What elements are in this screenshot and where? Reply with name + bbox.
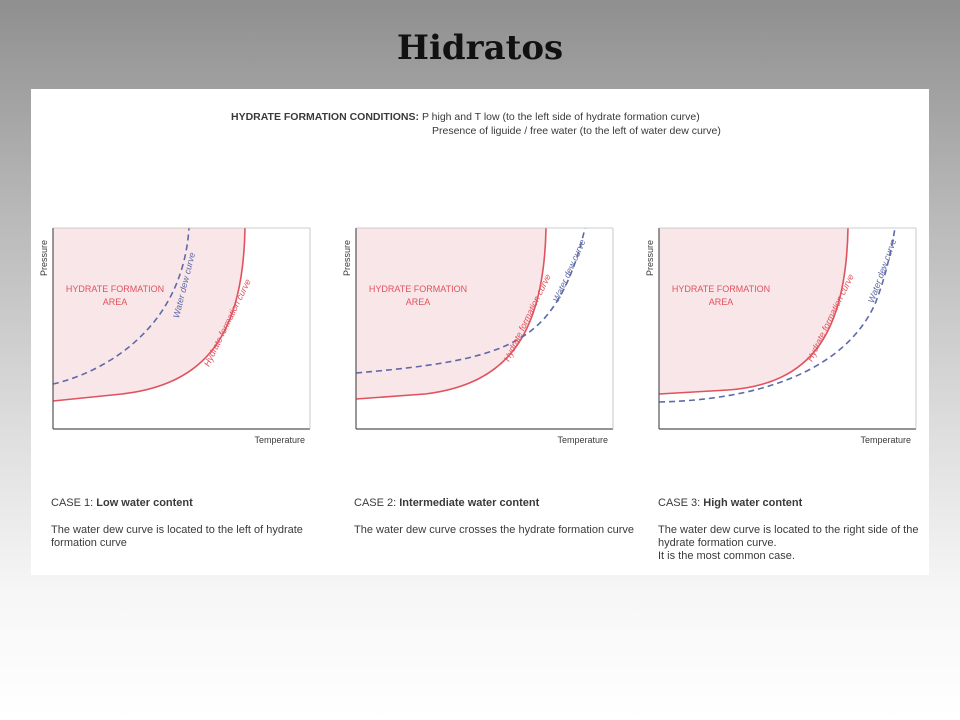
area-label-line-2: AREA [708,297,734,307]
area-label-line-1: HYDRATE FORMATION [65,284,165,294]
water-dew-curve-label: Water dew curve [550,237,588,304]
area-label-line-1: HYDRATE FORMATION [368,284,468,294]
case-name: High water content [703,497,803,509]
case-1-diagram [37,224,317,454]
case-description: The water dew curve is located to the left of hydrate formation curve [51,524,303,549]
water-dew-curve-label: Water dew curve [171,251,198,320]
case-1-caption [51,497,341,550]
case-label: CASE 3: [658,497,704,509]
case-description-line-3: It is the most common case. [658,550,795,562]
y-axis-label: Pressure [645,239,655,277]
water-dew-curve-label: Water dew curve [865,237,899,305]
hydrate-curve-label: Hydrate formation curve [201,277,253,369]
conditions-line-1: P high and T low (to the left side of hydrate formation curve) [421,111,700,123]
area-label-line-2: AREA [102,297,128,307]
case-name: Intermediate water content [399,497,540,509]
case-2-caption [354,497,644,537]
slide-title: Hidratos [396,28,564,68]
hydrate-formation-area [659,228,848,394]
case-name: Low water content [96,497,193,509]
y-axis-label: Pressure [342,239,352,277]
x-axis-label: Temperature [254,435,305,445]
x-axis-label: Temperature [860,435,911,445]
area-label-line-2: AREA [405,297,431,307]
case-3-diagram [643,224,923,454]
case-description: The water dew curve crosses the hydrate formation curve [354,524,635,536]
case-description-line-2: hydrate formation curve. [658,537,777,549]
case-label: CASE 2: [354,497,400,509]
case-description-line-1: The water dew curve is located to the right side of the [658,524,919,536]
hydrate-formation-area [356,228,546,399]
conditions-lead: HYDRATE FORMATION CONDITIONS: [231,111,420,123]
hydrate-curve-label: Hydrate formation curve [501,272,553,364]
y-axis-label: Pressure [39,239,49,277]
case-3-caption [658,497,948,563]
conditions-line-2: Presence of liguide / free water (to the left of water dew curve) [432,125,721,137]
x-axis-label: Temperature [557,435,608,445]
case-2-diagram [340,224,620,454]
formation-conditions-header [231,110,721,138]
area-label-line-1: HYDRATE FORMATION [671,284,771,294]
hydrate-figure [31,89,929,575]
case-label: CASE 1: [51,497,97,509]
hydrate-curve-label: Hydrate formation curve [804,272,856,364]
